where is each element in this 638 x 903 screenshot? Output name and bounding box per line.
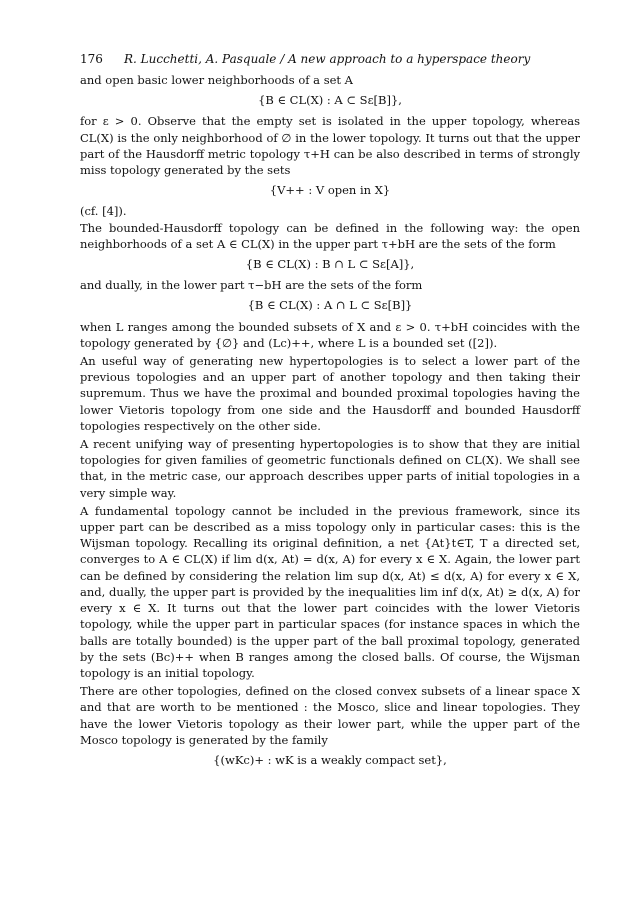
- page-number: 176: [80, 52, 103, 66]
- paragraph-useful-way: An useful way of generating new hypertopologies is to select a lower part of the previous topologies and an upper part of another topology and then taking their supremum. Thus we have the proximal and bounded proximal topologies having the lower Vietoris topology from one side and the Hausdorff and bounded Hausdorff topologies respectively on the other side.: [80, 354, 580, 433]
- paragraph-unifying-way: A recent unifying way of presenting hypertopologies is to show that they are initial topologies for given families of geometric functionals defined on CL(X). We shall see that, in the metric case, our approach describes upper parts of initial topologies in a very simple way.: [80, 437, 580, 500]
- paragraph-empty-set: for ε > 0. Observe that the empty set is isolated in the upper topology, whereas CL(X) is the only neighborhood of ∅ in the lower topology. It turns out that the upper part of the Hausdorff metric topology τ+H can be also described in terms of strongly miss topology generated by the sets: [80, 114, 580, 178]
- paragraph-cf: (cf. [4]).: [80, 204, 127, 219]
- display-formula-lower-bH: {B ∈ CL(X) : A ∩ L ⊂ Sε[B]}: [247, 298, 413, 313]
- paragraph-lower-neighborhoods: and open basic lower neighborhoods of a set A: [80, 73, 353, 87]
- paragraph-wijsman: A fundamental topology cannot be included in the previous framework, since its upper part can be described as a miss topology only in particular cases: this is the Wijsman topology. Recalling its original definition, a net {At}t∈T, T a directed set, converges to A ∈ CL(X) if lim d(x, At) = d(x, A) for every x ∈ X. Again, the lower part can be defined by considering the relation lim sup d(x, At) ≤ d(x, A) for every x ∈ X, and, dually, the upper part is provided by the inequalities lim inf d(x, At) ≥ d(x, A) for every x ∈ X. It turns out that the lower part coincides with the lower Vietoris topology, while the upper part in particular spaces (for instance spaces in which the balls are totally bounded) is the upper part of the ball proximal topology, generated by the sets (Bc)++ when B ranges among the closed balls. Of course, the Wijsman topology is an initial topology.: [80, 503, 580, 680]
- paragraph-bounded-subsets: when L ranges among the bounded subsets of X and ε > 0. τ+bH coincides with the topology generated by {∅} and (Lc)++, where L is a bounded set ([2]).: [80, 319, 580, 350]
- running-header: [80, 52, 580, 66]
- paragraph-dually: and dually, in the lower part τ−bH are the sets of the form: [80, 278, 423, 293]
- display-formula-lower: {B ∈ CL(X) : A ⊂ Sε[B]},: [258, 93, 402, 108]
- display-formula-mosco: {(wKc)+ : wK is a weakly compact set},: [213, 752, 447, 767]
- body-text: [80, 72, 580, 773]
- display-formula-upper-bH: {B ∈ CL(X) : B ∩ L ⊂ Sε[A]},: [245, 257, 415, 272]
- paragraph-bounded-hausdorff: The bounded-Hausdorff topology can be defined in the following way: the open neighborhoods of a set A ∈ CL(X) in the upper part τ+bH are the sets of the form: [80, 220, 580, 251]
- running-title: R. Lucchetti, A. Pasquale / A new approach to a hyperspace theory: [124, 52, 531, 66]
- display-formula-v-open: {V++ : V open in X}: [269, 183, 391, 198]
- paragraph-mosco: There are other topologies, defined on the closed convex subsets of a linear space X and that are worth to be mentioned : the Mosco, slice and linear topologies. They have the lower Vietoris topology as their lower part, while the upper part of the Mosco topology is generated by the family: [80, 684, 580, 747]
